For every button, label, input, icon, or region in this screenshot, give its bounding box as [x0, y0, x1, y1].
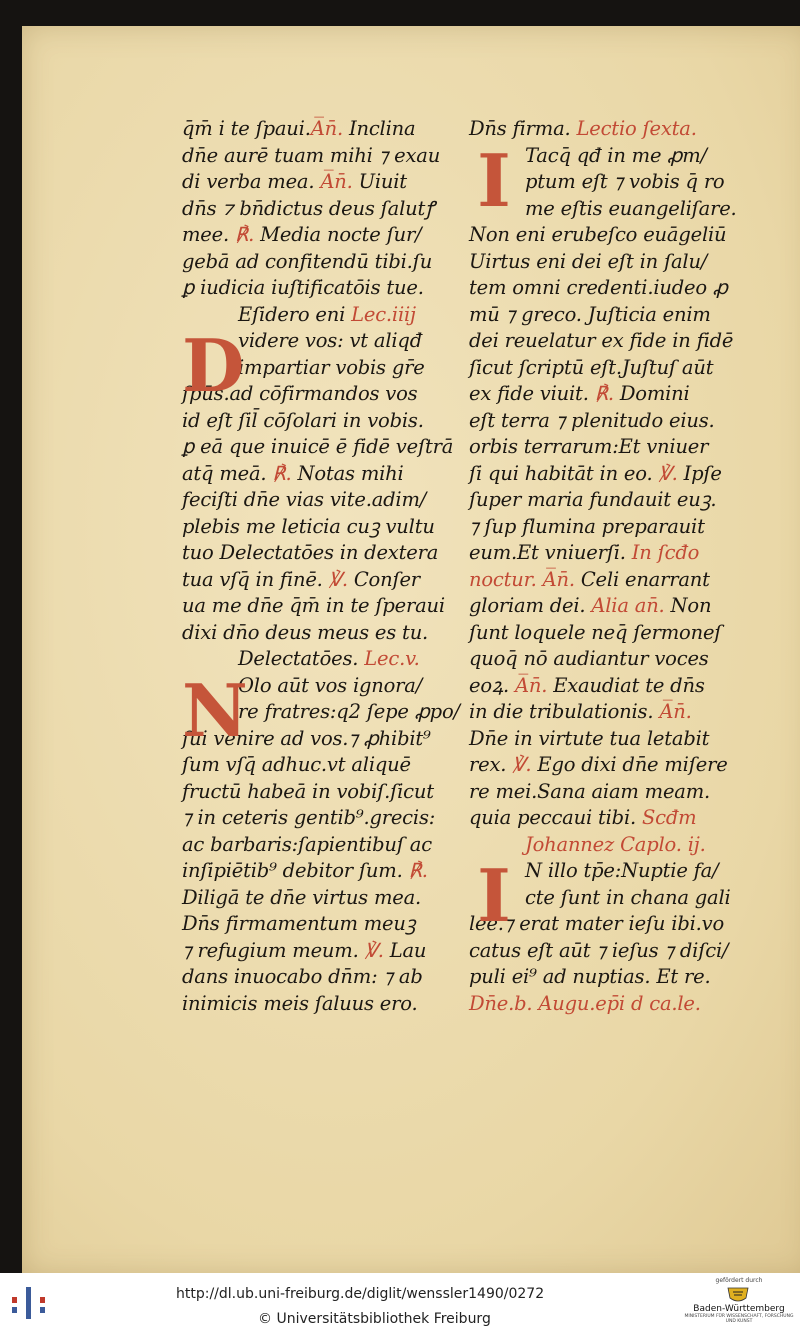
text-span: plebis me leticia cuꝫ vultu [182, 514, 435, 538]
rubric-span: Alia an̄. [585, 594, 665, 617]
text-line [469, 805, 769, 832]
ub-freiburg-logo-icon [8, 1283, 50, 1323]
text-line [182, 540, 462, 567]
text-span: N illo tp̄e:Nuptie fa/ [525, 859, 719, 882]
text-span: dn̄s ⁊ bn̄dictus deus ſalutꝭ [182, 196, 435, 220]
text-span: catus eſt aūt ⁊ ieſus ⁊ diſci/ [469, 938, 729, 962]
text-line [182, 222, 462, 249]
text-line [182, 779, 462, 806]
text-span: Non eni erubeſco euāgeliū [469, 223, 727, 246]
rubric-span: Lec.v. [358, 647, 420, 670]
text-line [182, 938, 462, 965]
copyright-notice: © Universitätsbibliothek Freiburg [258, 1311, 491, 1327]
text-line [182, 991, 462, 1018]
sponsor-logo [684, 1277, 794, 1331]
text-span: ua me dn̄e q̄m̄ in te ſperaui [182, 594, 445, 617]
text-span: Conſer [347, 567, 420, 591]
text-span: mee. [182, 223, 229, 246]
text-span: fructū habeā in vobiſ.ſicut [182, 779, 434, 803]
text-span: re mei.Sana aiam meam. [469, 779, 711, 803]
permalink[interactable]: http://dl.ub.uni-freiburg.de/diglit/wenssler1490/0272 [176, 1286, 545, 1302]
footer [0, 1273, 800, 1333]
text-span: ⁊ ſup flumina preparauit [469, 514, 705, 538]
text-span: Ipſe [677, 461, 722, 485]
text-line [469, 275, 769, 302]
text-line [182, 434, 462, 461]
text-span: tem omni credenti.iudeo ꝓ [469, 276, 728, 299]
text-line [469, 116, 769, 143]
text-line [469, 991, 769, 1018]
text-span: ꝑ eā que inuicē ē fidē veſtrā [182, 435, 454, 458]
text-span: Diligā te dn̄e virtus mea. [182, 885, 422, 909]
text-line [469, 646, 769, 673]
text-span: ſuper maria fundauit euꝫ. [469, 488, 717, 511]
text-span: mū ⁊ greco. Juſticia enim [469, 302, 711, 326]
text-line [182, 116, 462, 143]
drop-initial: D [182, 323, 245, 408]
text-line [469, 434, 769, 461]
text-span: ⁊ in ceteris gentib⁹.grecis: [182, 806, 436, 829]
rubric-span: ℣. [506, 753, 532, 776]
text-span: Eſidero eni [238, 302, 346, 326]
text-span: eum.Et vniuerſi. [469, 541, 626, 564]
text-span: rex. [469, 753, 507, 776]
rubric-span: Lectio ſexta. [570, 117, 697, 140]
rubric-span: Scđm [635, 806, 697, 829]
text-span: ex fide viuit. [469, 382, 589, 405]
text-line [469, 964, 769, 991]
text-span: ꝑ iudicia iuſtificatōis tue. [182, 276, 424, 299]
text-span: videre vos: vt aliqđ [238, 329, 422, 352]
text-span: ſunt loquele neq̄ ſermoneſ [469, 620, 722, 644]
text-span: ⁊ refugium meum. [182, 938, 359, 962]
text-span: Domini [613, 382, 690, 405]
text-line [182, 487, 462, 514]
text-line [182, 805, 462, 832]
text-span: ptum eſt ⁊ vobis q̄ ro [525, 170, 725, 193]
text-span: dixi dn̄o deus meus es tu. [182, 620, 429, 644]
text-line [182, 143, 462, 170]
text-span: ſpūs.ad cōfirmandos vos [182, 382, 418, 405]
text-span: ac barbaris:ſapientibuſ ac [182, 832, 432, 856]
text-span: Inclina [342, 117, 416, 140]
rubric-span: Johannez Caplo. ij. [525, 832, 706, 856]
text-line [182, 514, 462, 541]
text-span: dei reuelatur ex fide in fidē [469, 329, 734, 352]
rubric-span: ℟. [266, 461, 292, 485]
text-span: tuo Delectatōes in dextera [182, 541, 439, 564]
text-span: dans inuocabo dn̄m: ⁊ ab [182, 965, 423, 988]
text-line [469, 249, 769, 276]
text-span: orbis terrarum:Et vniuer [469, 435, 709, 458]
text-line [469, 540, 769, 567]
text-span: q̄m̄ i te ſpaui. [182, 117, 311, 140]
sponsor-label: gefördert durch [715, 1277, 763, 1284]
rubric-span: A̅n̄. [653, 700, 692, 723]
text-span: ſum vſq̄ adhuc.vt aliquē [182, 753, 411, 776]
text-span: Ego dixi dn̄e miſere [531, 753, 728, 776]
text-span: in die tribulationis. [469, 700, 654, 723]
text-line [469, 381, 769, 408]
rubric-span: A̅n̄. [310, 117, 343, 140]
rubric-span: ℣. [358, 938, 384, 962]
text-span: Exaudiat te dn̄s [547, 673, 705, 697]
sponsor-name: Baden-Württemberg [693, 1304, 785, 1314]
text-span: cte ſunt in chana gali [525, 885, 731, 909]
text-line [469, 699, 769, 726]
text-line [469, 620, 769, 647]
rubric-span: ℣. [322, 567, 348, 591]
text-span: me eſtis euangeliſare. [525, 196, 737, 220]
text-line [469, 328, 769, 355]
drop-initial: N [182, 667, 248, 753]
drop-initial: I [477, 137, 511, 223]
text-line [469, 461, 769, 488]
text-span: lee.⁊ erat mater ieſu ibi.vo [469, 912, 725, 935]
text-line [182, 567, 462, 594]
text-span: Dn̄s firmamentum meuꝫ [182, 912, 416, 935]
text-line [182, 169, 462, 196]
right-column [469, 116, 769, 1017]
text-span: tua vſq̄ in finē. [182, 567, 323, 591]
manuscript-page [22, 26, 800, 1273]
rubric-span: noctur. A̅n̄. [469, 567, 575, 591]
text-line [469, 593, 769, 620]
text-span: ſui venire ad vos.⁊ ꝓhibit⁹ [182, 726, 431, 750]
text-span: Uiuit [352, 170, 407, 193]
text-line [182, 858, 462, 885]
text-line [182, 752, 462, 779]
text-line [469, 408, 769, 435]
rubric-span: ℟. [228, 223, 255, 246]
text-span: gloriam dei. [469, 594, 586, 617]
text-span: Olo aūt vos ignora/ [238, 673, 423, 697]
text-span: Uirtus eni dei eſt in ſalu/ [469, 249, 708, 273]
text-line [469, 673, 769, 700]
text-line [182, 620, 462, 647]
left-column [182, 116, 462, 1017]
rubric-span: In ſcđo [625, 541, 700, 564]
text-line [182, 275, 462, 302]
text-span: re fratres:q2 ſepe ꝓpo/ [238, 700, 460, 723]
text-line [469, 302, 769, 329]
drop-initial: I [477, 853, 511, 938]
text-span: puli ei⁹ ad nuptias. Et re. [469, 965, 711, 988]
text-span: inimicis meis ſaluus ero. [182, 991, 418, 1015]
text-span: feciſti dn̄e vias vite.adim/ [182, 488, 427, 511]
text-span: di verba mea. [182, 170, 315, 193]
text-line [469, 487, 769, 514]
text-span: Non [664, 594, 712, 617]
text-span: Media nocte ſur/ [254, 223, 422, 246]
text-span: Delectatōes. [238, 647, 359, 670]
text-line [182, 964, 462, 991]
text-line [469, 832, 769, 859]
text-span: Dn̄s firma. [469, 117, 571, 140]
text-line [469, 938, 769, 965]
text-span: eſt terra ⁊ plenitudo eius. [469, 408, 715, 432]
text-span: Dn̄e in virtute tua letabit [469, 726, 710, 750]
text-line [469, 779, 769, 806]
text-line [469, 726, 769, 753]
text-line [182, 832, 462, 859]
rubric-span: A̅n̄. [508, 673, 548, 697]
sponsor-ministry: MINISTERIUM FÜR WISSENSCHAFT, FORSCHUNG UND KUNST [684, 1314, 794, 1324]
crest-icon [726, 1286, 750, 1304]
text-line [182, 461, 462, 488]
text-line [469, 355, 769, 382]
rubric-span: Lec.iiij [345, 302, 416, 326]
text-span: ſicut ſcriptū eſt.Juſtuſ aūt [469, 355, 714, 379]
text-line [182, 911, 462, 938]
text-span: quoq̄ nō audiantur voces [469, 647, 709, 670]
text-span: eoꝝ. [469, 673, 509, 697]
text-span: ſi qui habitāt in eo. [469, 461, 653, 485]
text-line [182, 593, 462, 620]
text-line [182, 196, 462, 223]
text-span: Notas mihi [291, 461, 404, 485]
text-span: Tacq̄ qđ in me ꝓm/ [525, 143, 707, 167]
text-span: gebā ad confitendū tibi.ſu [182, 249, 433, 273]
text-line [182, 408, 462, 435]
text-line [469, 514, 769, 541]
text-span: Celi enarrant [574, 567, 710, 591]
text-line [182, 249, 462, 276]
text-span: Lau [383, 938, 427, 962]
rubric-span: A̅n̄. [314, 170, 353, 193]
rubric-span: ℟. [402, 859, 428, 882]
rubric-span: Dn̄e.b. Augu.ep̄i d ca.le. [469, 991, 701, 1015]
text-line [182, 885, 462, 912]
text-span: atq̄ meā. [182, 461, 267, 485]
text-line [469, 222, 769, 249]
rubric-span: ℟. [588, 382, 614, 405]
text-span: dn̄e aurē tuam mihi ⁊ exau [182, 143, 441, 167]
text-line [469, 752, 769, 779]
text-span: inſipiētib⁹ debitor ſum. [182, 859, 403, 882]
text-span: quia peccaui tibi. [469, 806, 636, 829]
text-line [469, 567, 769, 594]
rubric-span: ℣. [652, 461, 678, 485]
text-span: impartiar vobis gr̄e [238, 355, 425, 379]
text-span: id eſt ſil̄ cōſolari in vobis. [182, 408, 424, 432]
